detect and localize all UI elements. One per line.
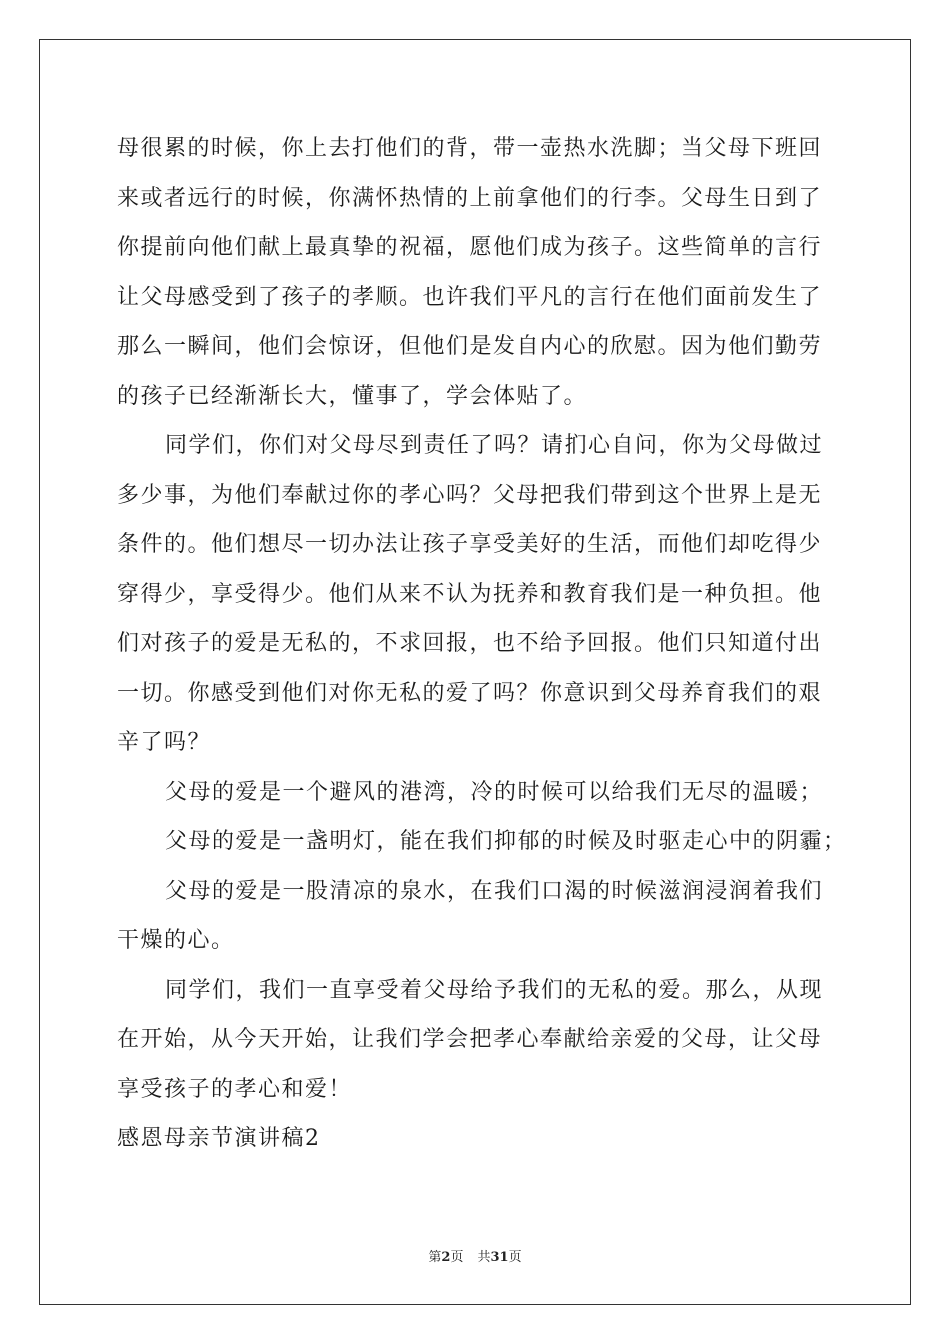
paragraph-start-line: 同学们，你们对父母尽到责任了吗？请扪心自问，你为父母做过 <box>165 433 824 458</box>
body-line: 一切。你感受到他们对你无私的爱了吗？你意识到父母养育我们的艰 <box>117 680 823 706</box>
body-line: 让父母感受到了孩子的孝顺。也许我们平凡的言行在他们面前发生了 <box>117 284 823 310</box>
paragraph-start-line: 同学们，我们一直享受着父母给予我们的无私的爱。那么，从现 <box>165 977 824 1003</box>
body-line: 的孩子已经渐渐长大，懂事了，学会体贴了。 <box>117 383 588 409</box>
total-suffix: 页 <box>508 1250 522 1265</box>
page-prefix: 第 <box>428 1250 442 1265</box>
document-body <box>117 128 847 1168</box>
total-pages: 31 <box>490 1250 509 1265</box>
paragraph-start-line: 父母的爱是一盏明灯，能在我们抑郁的时候及时驱走心中的阴霾； <box>165 829 847 854</box>
page-number: 2 <box>441 1250 451 1265</box>
section-heading: 感恩母亲节演讲稿2 <box>117 1126 321 1151</box>
body-line: 母很累的时候，你上去打他们的背，带一壶热水洗脚；当父母下班回 <box>117 136 823 161</box>
body-line: 条件的。他们想尽一切办法让孩子享受美好的生活，而他们却吃得少 <box>117 532 823 557</box>
body-line: 干燥的心。 <box>117 928 235 953</box>
body-line: 那么一瞬间，他们会惊讶，但他们是发自内心的欣慰。因为他们勤劳 <box>117 334 823 359</box>
body-line: 来或者远行的时候，你满怀热情的上前拿他们的行李。父母生日到了 <box>117 185 823 211</box>
body-line: 们对孩子的爱是无私的，不求回报，也不给予回报。他们只知道付出 <box>117 631 823 656</box>
body-line: 辛了吗？ <box>117 730 212 755</box>
body-line: 你提前向他们献上最真挚的祝福，愿他们成为孩子。这些简单的言行 <box>117 235 823 260</box>
paragraph-start-line: 父母的爱是一股清凉的泉水，在我们口渴的时候滋润浸润着我们 <box>165 878 824 904</box>
page-suffix: 页 <box>450 1250 464 1265</box>
body-line: 在开始，从今天开始，让我们学会把孝心奉献给亲爱的父母，让父母 <box>117 1027 823 1052</box>
body-line: 多少事，为他们奉献过你的孝心吗？父母把我们带到这个世界上是无 <box>117 482 823 508</box>
page-footer <box>0 1246 950 1265</box>
body-line: 穿得少，享受得少。他们从来不认为抚养和教育我们是一种负担。他 <box>117 581 823 607</box>
total-prefix: 共 <box>477 1250 491 1265</box>
paragraph-start-line: 父母的爱是一个避风的港湾，冷的时候可以给我们无尽的温暖； <box>165 779 824 805</box>
body-line: 享受孩子的孝心和爱！ <box>117 1076 353 1102</box>
